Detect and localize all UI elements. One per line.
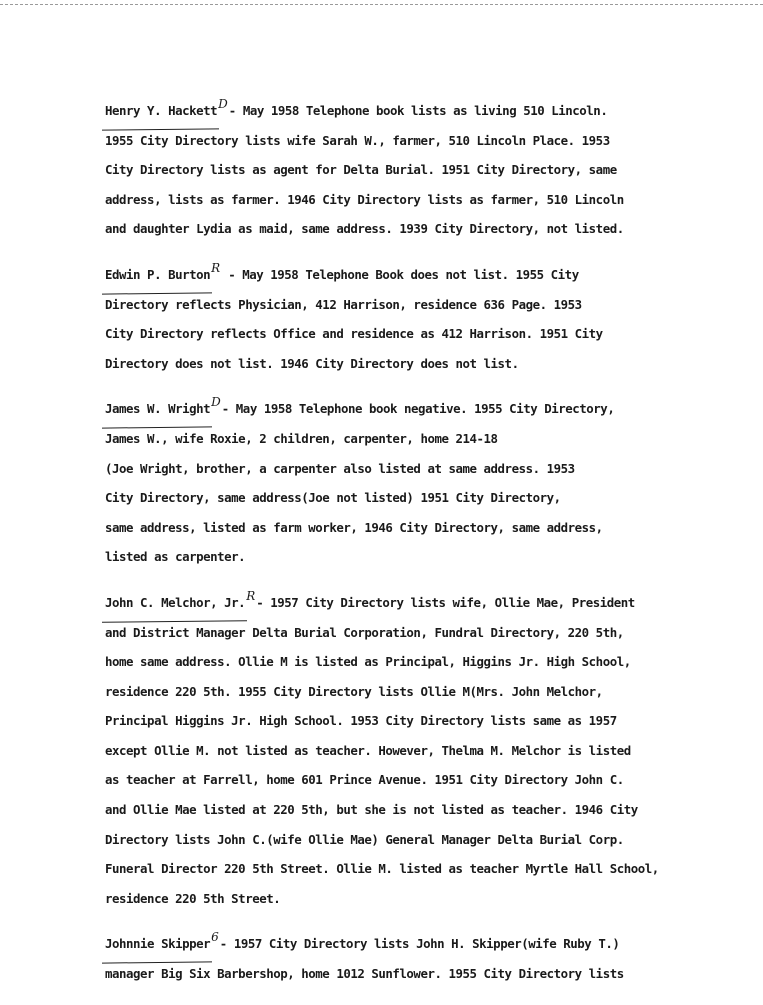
entry-name: James W. Wright bbox=[105, 394, 210, 424]
handwritten-mark: D bbox=[211, 395, 221, 410]
entry-text: - 1957 City Directory lists John H. Skipper(wife Ruby T.) bbox=[219, 936, 620, 952]
entry-line: except Ollie M. not listed as teacher. However, Thelma M. Melchor is listed bbox=[105, 742, 631, 758]
entry-line: Directory lists John C.(wife Ollie Mae) General Manager Delta Burial Corp. bbox=[105, 831, 624, 847]
entry-line: Directory reflects Physician, 412 Harrison, residence 636 Page. 1953 bbox=[105, 296, 582, 312]
entry-henry-hackett bbox=[105, 96, 745, 244]
entry-line: home same address. Ollie M is listed as Principal, Higgins Jr. High School, bbox=[105, 654, 631, 670]
entry-line: and District Manager Delta Burial Corporation, Fundral Directory, 220 5th, bbox=[105, 624, 624, 640]
entry-line: City Directory, same address(Joe not listed) 1951 City Directory, bbox=[105, 490, 561, 506]
entry-line: residence 220 5th. 1955 City Directory lists Ollie M(Mrs. John Melchor, bbox=[105, 683, 603, 699]
entry-john-melchor bbox=[105, 588, 745, 914]
entry-line: residence 220 5th Street. bbox=[105, 890, 281, 906]
entry-line: and daughter Lydia as maid, same address. 1939 City Directory, not listed. bbox=[105, 221, 624, 237]
entry-line: as teacher at Farrell, home 601 Prince Avenue. 1951 City Directory John C. bbox=[105, 772, 624, 788]
entry-first-line bbox=[105, 96, 745, 126]
page-top-edge bbox=[0, 4, 763, 5]
entry-name: Henry Y. Hackett bbox=[105, 96, 217, 126]
entry-name: Edwin P. Burton bbox=[105, 260, 210, 290]
entry-text: - 1957 City Directory lists wife, Ollie Mae, President bbox=[256, 594, 635, 610]
entry-line: James W., wife Roxie, 2 children, carpenter, home 214-18 bbox=[105, 430, 498, 446]
entry-line: listed as carpenter. bbox=[105, 549, 246, 565]
entry-line: (Joe Wright, brother, a carpenter also listed at same address. 1953 bbox=[105, 460, 575, 476]
document-page bbox=[105, 96, 745, 1005]
entry-name: Johnnie Skipper bbox=[105, 929, 210, 959]
entry-text: - May 1958 Telephone Book does not list. 1955 City bbox=[221, 266, 579, 282]
entry-first-line bbox=[105, 929, 745, 959]
entry-line: and Ollie Mae listed at 220 5th, but she is not listed as teacher. 1946 City bbox=[105, 802, 638, 818]
entry-line: manager Big Six Barbershop, home 1012 Sunflower. 1955 City Directory lists bbox=[105, 966, 624, 982]
entry-first-line bbox=[105, 588, 745, 618]
entry-line: address, lists as farmer. 1946 City Directory lists as farmer, 510 Lincoln bbox=[105, 191, 624, 207]
entry-line: same address, listed as farm worker, 1946 City Directory, same address, bbox=[105, 519, 603, 535]
entry-line: City Directory reflects Office and residence as 412 Harrison. 1951 City bbox=[105, 326, 603, 342]
entry-line: Principal Higgins Jr. High School. 1953 City Directory lists same as 1957 bbox=[105, 713, 617, 729]
handwritten-mark: 6 bbox=[211, 930, 219, 945]
entry-text: - May 1958 Telephone book lists as living 510 Lincoln. bbox=[228, 103, 608, 118]
entry-name: John C. Melchor, Jr. bbox=[105, 588, 245, 618]
entry-first-line bbox=[105, 394, 745, 424]
handwritten-mark: R bbox=[211, 260, 221, 275]
entry-johnnie-skipper bbox=[105, 929, 745, 988]
handwritten-mark: D bbox=[218, 97, 228, 111]
entry-line: City Directory lists as agent for Delta Burial. 1951 City Directory, same bbox=[105, 162, 617, 178]
entry-line: 1955 City Directory lists wife Sarah W., farmer, 510 Lincoln Place. 1953 bbox=[105, 132, 610, 148]
entry-text: - May 1958 Telephone book negative. 1955 City Directory, bbox=[221, 401, 615, 417]
entry-line: Directory does not list. 1946 City Directory does not list. bbox=[105, 355, 519, 371]
entry-first-line bbox=[105, 260, 745, 290]
handwritten-mark: R bbox=[246, 588, 256, 603]
entry-edwin-burton bbox=[105, 260, 745, 378]
entry-line: Funeral Director 220 5th Street. Ollie M. listed as teacher Myrtle Hall School, bbox=[105, 861, 659, 877]
entry-james-wright bbox=[105, 394, 745, 572]
